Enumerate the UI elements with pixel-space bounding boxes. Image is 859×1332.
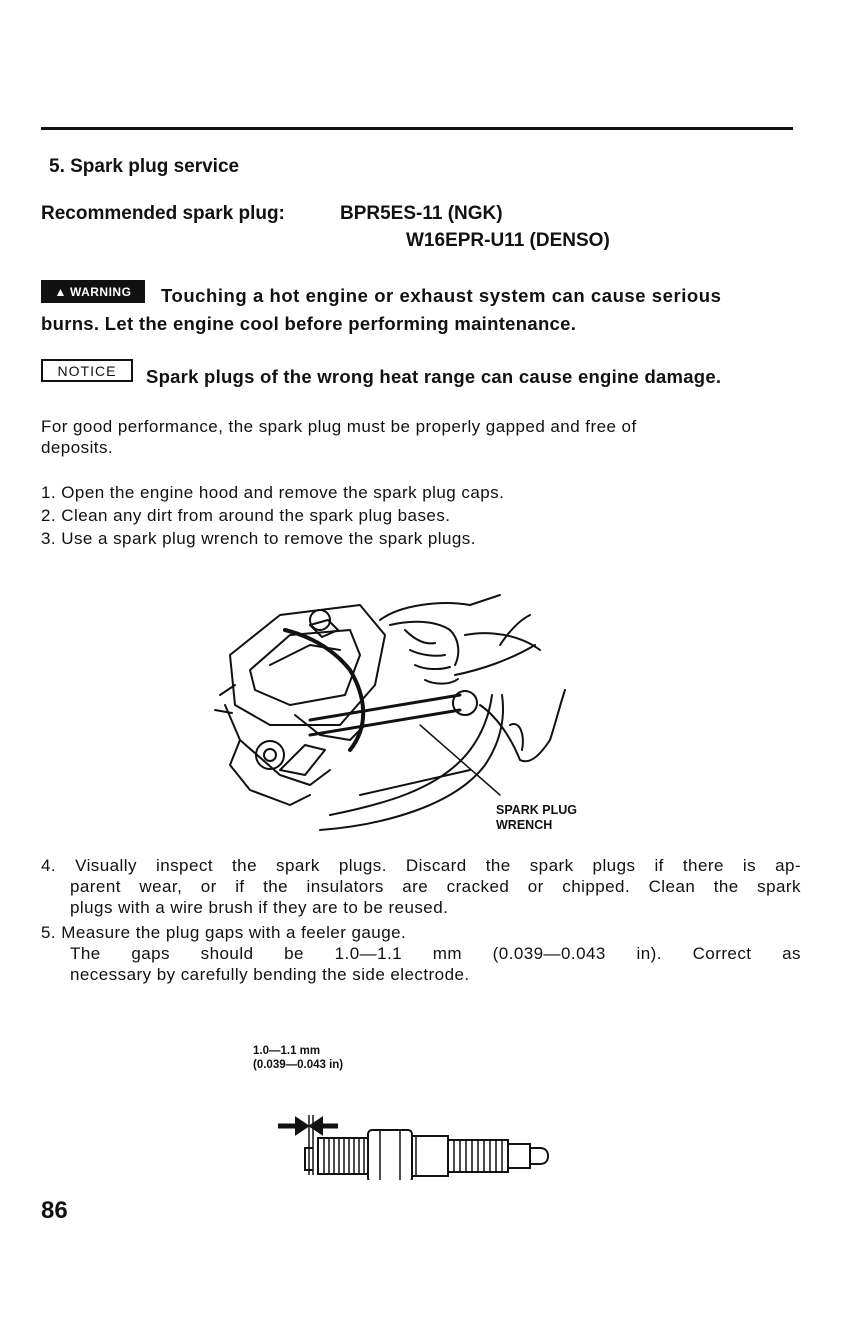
header-rule xyxy=(41,127,793,130)
spark-plug-wrench-label xyxy=(496,803,577,833)
intro-line-1: For good performance, the spark plug must be properly gapped and free of xyxy=(41,417,637,436)
recommended-label: Recommended spark plug: xyxy=(41,203,285,224)
wrench-label-line-1: SPARK PLUG xyxy=(496,803,578,817)
spark-plug-wrench-illustration xyxy=(210,575,610,840)
step-4-line-2: parent wear, or if the insulators are cracked or chipped. Clean the spark xyxy=(70,877,801,896)
gap-label-mm: 1.0—1.1 mm xyxy=(253,1045,321,1057)
step-5-line-1: 5. Measure the plug gaps with a feeler gauge. xyxy=(41,923,407,942)
step-2: 2. Clean any dirt from around the spark plug bases. xyxy=(41,506,451,525)
page-number: 86 xyxy=(41,1197,68,1224)
warning-text-line-2: burns. Let the engine cool before performing maintenance. xyxy=(41,313,577,334)
intro-line-2: deposits. xyxy=(41,438,114,457)
step-4 xyxy=(41,855,801,918)
step-4-line-1: 4. Visually inspect the spark plugs. Discard the spark plugs if there is ap- xyxy=(41,856,801,875)
warning-badge xyxy=(41,280,145,303)
recommended-plug-ngk: BPR5ES-11 (NGK) xyxy=(340,203,503,224)
step-5 xyxy=(41,922,801,985)
warning-text-line-1: Touching a hot engine or exhaust system can cause serious xyxy=(161,285,722,306)
warning-triangle-icon: ▲ xyxy=(54,284,67,299)
spark-plug-gap-illustration xyxy=(240,1040,580,1180)
section-title: 5. Spark plug service xyxy=(49,156,240,177)
intro-paragraph xyxy=(41,416,801,458)
notice-text: Spark plugs of the wrong heat range can cause engine damage. xyxy=(146,366,722,387)
warning-badge-label: WARNING xyxy=(69,284,132,299)
recommended-plug-denso: W16EPR-U11 (DENSO) xyxy=(406,230,610,251)
step-3: 3. Use a spark plug wrench to remove the spark plugs. xyxy=(41,529,476,548)
step-5-line-2: The gaps should be 1.0—1.1 mm (0.039—0.043 in). Correct as xyxy=(70,944,801,963)
step-5-line-3: necessary by carefully bending the side electrode. xyxy=(70,965,470,984)
step-4-line-3: plugs with a wire brush if they are to be reused. xyxy=(70,898,449,917)
gap-label-in: (0.039—0.043 in) xyxy=(253,1059,344,1071)
wrench-label-line-2: WRENCH xyxy=(496,818,553,832)
notice-badge: NOTICE xyxy=(41,359,133,382)
step-1: 1. Open the engine hood and remove the spark plug caps. xyxy=(41,483,505,502)
